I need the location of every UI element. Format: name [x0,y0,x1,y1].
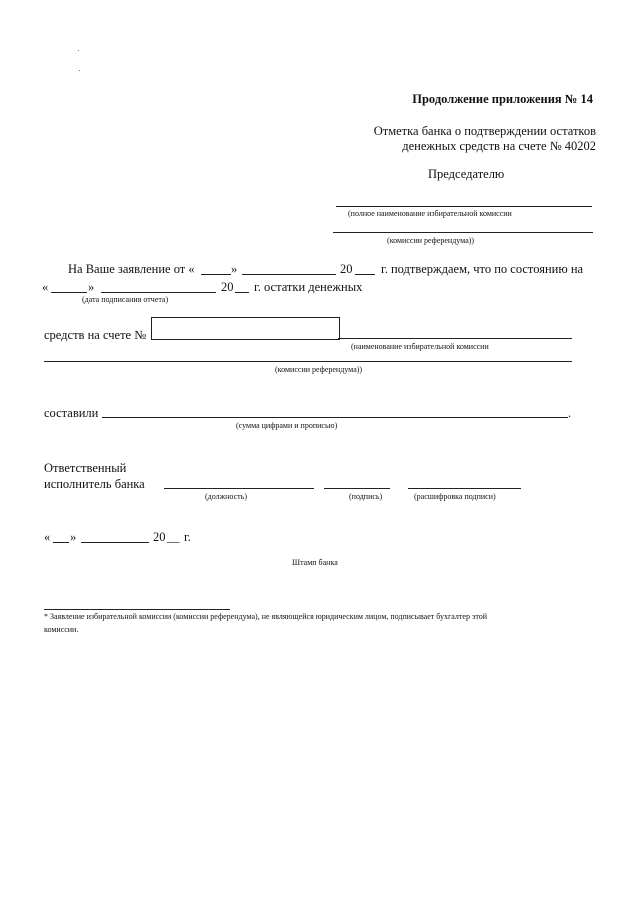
sum-field[interactable] [102,417,568,418]
date-month-field[interactable] [81,542,149,543]
executor-label-1: Ответственный [44,461,127,475]
commission-ref-line[interactable] [333,232,593,233]
year-field[interactable] [355,274,375,275]
footnote-separator [44,609,230,610]
report-year-field[interactable] [235,292,249,293]
sum-period: . [568,406,572,420]
footnote-line-1: * Заявление избирательной комиссии (комиссии референдума), не являющейся юридическим лицом, подписывает бухгалтер этой [44,612,488,621]
date-open-quote: « [44,530,51,544]
commission-name-caption-2: (наименование избирательной комиссии [351,342,489,351]
addressee: Председателю [428,167,505,181]
line2-open-quote: « [42,280,49,294]
bank-commission-name-line[interactable] [338,338,572,339]
sum-caption: (сумма цифрами и прописью) [236,421,338,430]
executor-label-2: исполнитель банка [44,477,145,491]
date-close-quote: » [70,530,77,544]
para1-quote: » [231,262,238,276]
date-year: 20 [153,530,166,544]
day-field[interactable] [201,274,231,275]
footnote-line-2: комиссии. [44,625,79,634]
commission-ref-caption-2: (комиссии референдума)) [275,365,363,374]
account-number-box[interactable] [151,317,340,340]
line2-end: г. остатки денежных [254,280,363,294]
commission-ref-caption: (комиссии референдума)) [387,236,475,245]
report-day-field[interactable] [51,292,87,293]
page-title: Продолжение приложения № 14 [412,92,593,106]
signature-decode-caption: (расшифровка подписи) [414,492,496,501]
date-g: г. [184,530,191,544]
made-up-label: составили [44,406,99,420]
line2-year: 20 [221,280,234,294]
commission-name-caption: (полное наименование избирательной комиссии [348,209,512,218]
scan-speck [78,50,79,51]
scan-speck [79,70,80,71]
signature-caption: (подпись) [349,492,383,501]
signature-field[interactable] [324,488,390,489]
month-field[interactable] [242,274,336,275]
report-date-caption: (дата подписания отчета) [82,295,169,304]
subtitle-line-1: Отметка банка о подтверждении остатков [373,124,596,138]
para1-year: 20 [340,262,353,276]
date-day-field[interactable] [53,542,69,543]
position-field[interactable] [164,488,314,489]
commission-ref-line-2[interactable] [44,361,572,362]
date-year-blank[interactable]: __ [167,530,180,544]
para1-start: На Ваше заявление от « [68,262,195,276]
position-caption: (должность) [205,492,247,501]
signature-decode-field[interactable] [408,488,521,489]
stamp-label: Штамп банка [292,558,338,567]
subtitle-line-2: денежных средств на счете № 40202 [402,139,596,153]
para1-end: г. подтверждаем, что по состоянию на [381,262,584,276]
line2-close-quote: » [88,280,95,294]
commission-name-line[interactable] [336,206,592,207]
account-label: средств на счете № [44,328,147,342]
report-month-field[interactable] [101,292,216,293]
